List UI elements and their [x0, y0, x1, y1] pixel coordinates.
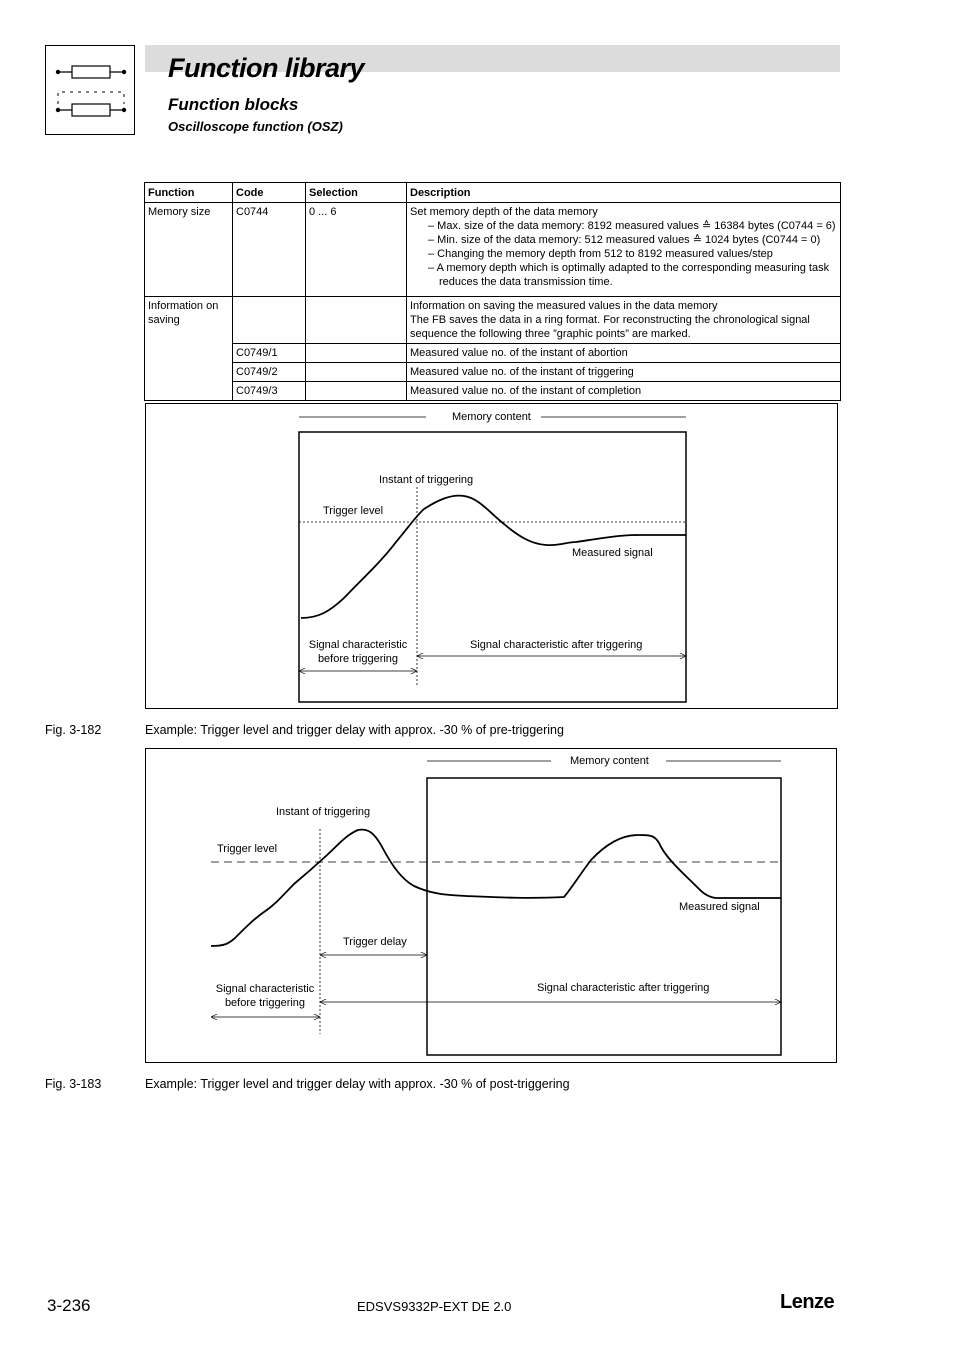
parameter-table [144, 182, 841, 401]
instant-of-triggering-label: Instant of triggering [276, 806, 371, 818]
after-triggering-label: Signal characteristic after triggering [537, 982, 710, 994]
before-triggering-label [212, 982, 318, 1010]
description-line: – A memory depth which is optimally adapted to the corresponding measuring task [428, 262, 830, 274]
table-row [145, 344, 841, 363]
cell-description [407, 203, 841, 297]
description-line: Information on saving the measured values in the data memory [410, 300, 718, 312]
document-id: EDSVS9332P-EXT DE 2.0 [357, 1299, 512, 1314]
page-subtitle: Function blocks [168, 95, 299, 114]
description-line: – Min. size of the data memory: 512 measured values ≙ 1024 bytes (C0744 = 0) [428, 234, 821, 246]
column-header: Selection [306, 183, 407, 203]
cell-description: Measured value no. of the instant of abortion [407, 344, 841, 363]
cell-code: C0749/2 [233, 363, 306, 382]
cell-function: Memory size [145, 203, 233, 297]
table-row [145, 382, 841, 401]
figure-caption: Example: Trigger level and trigger delay with approx. -30 % of post-triggering [145, 1077, 570, 1091]
cell-description [407, 297, 841, 344]
column-header: Function [145, 183, 233, 203]
measured-signal-label: Measured signal [679, 901, 760, 913]
description-line: Set memory depth of the data memory [410, 206, 598, 218]
table-row [145, 297, 841, 344]
cell-function: Information on saving [145, 297, 233, 401]
cell-selection [306, 382, 407, 401]
cell-selection [306, 344, 407, 363]
table-row [145, 203, 841, 297]
page-number: 3-236 [47, 1296, 91, 1315]
memory-content-label: Memory content [452, 411, 531, 423]
cell-selection [306, 297, 407, 344]
page-title: Function library [168, 53, 365, 83]
cell-code: C0744 [233, 203, 306, 297]
after-triggering-label: Signal characteristic after triggering [470, 639, 643, 651]
cell-selection: 0 ... 6 [306, 203, 407, 297]
memory-content-label: Memory content [570, 755, 649, 767]
trigger-level-label: Trigger level [217, 843, 278, 855]
before-triggering-line: before triggering [224, 997, 306, 1009]
cell-selection [306, 363, 407, 382]
figure-pre-triggering [145, 403, 838, 709]
function-block-icon [46, 46, 136, 136]
before-triggering-line: before triggering [317, 653, 399, 665]
before-triggering-line: Signal characteristic [308, 639, 408, 651]
column-header: Description [407, 183, 841, 203]
table-header-row [145, 183, 841, 203]
trigger-level-label: Trigger level [323, 505, 384, 517]
figure-caption: Example: Trigger level and trigger delay with approx. -30 % of pre-triggering [145, 723, 564, 737]
description-line: – Max. size of the data memory: 8192 measured values ≙ 16384 bytes (C0744 = 6) [428, 220, 836, 232]
table-row [145, 363, 841, 382]
cell-code [233, 297, 306, 344]
cell-code: C0749/3 [233, 382, 306, 401]
column-header: Code [233, 183, 306, 203]
description-line: reduces the data transmission time. [439, 276, 613, 288]
trigger-delay-label: Trigger delay [343, 936, 407, 948]
measured-signal-label: Measured signal [572, 547, 653, 559]
figure-number: Fig. 3-182 [45, 723, 102, 737]
function-block-logo [45, 45, 135, 135]
before-triggering-line: Signal characteristic [215, 983, 315, 995]
description-line: – Changing the memory depth from 512 to 8192 measured values/step [428, 248, 773, 260]
cell-description: Measured value no. of the instant of completion [407, 382, 841, 401]
figure-post-triggering [145, 748, 837, 1063]
cell-code: C0749/1 [233, 344, 306, 363]
description-line: sequence the following three ”graphic points” are marked. [410, 328, 691, 340]
description-line: The FB saves the data in a ring format. For reconstructing the chronological signal [410, 314, 810, 326]
brand-logo: Lenze [780, 1291, 835, 1313]
figure-pre-triggering-diagram [146, 404, 839, 710]
figure-number: Fig. 3-183 [45, 1077, 102, 1091]
section-title: Oscilloscope function (OSZ) [168, 119, 343, 134]
cell-description: Measured value no. of the instant of triggering [407, 363, 841, 382]
instant-of-triggering-label: Instant of triggering [379, 474, 474, 486]
before-triggering-label [306, 638, 410, 666]
